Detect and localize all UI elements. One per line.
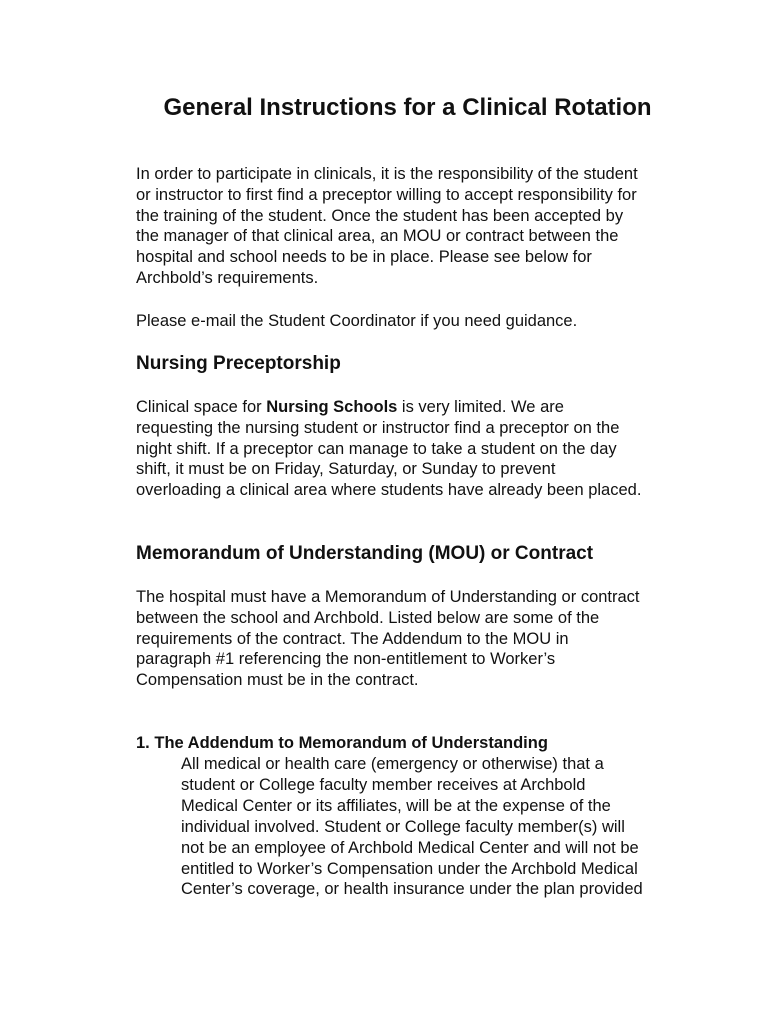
mou-line: paragraph #1 referencing the non-entitlement to Worker’s [136, 650, 556, 669]
intro-line: the manager of that clinical area, an MOU or contract between the [136, 227, 619, 246]
list-item-1-number: 1. [136, 734, 150, 752]
intro-line: or instructor to first find a preceptor willing to accept responsibility for [136, 185, 637, 204]
email-note: Please e-mail the Student Coordinator if you need guidance. [136, 312, 578, 330]
list-item-line: All medical or health care (emergency or otherwise) that a [181, 755, 604, 773]
list-item-line: individual involved. Student or College faculty member(s) will [181, 817, 625, 836]
nursing-line-1-before: Clinical space for [136, 398, 267, 416]
mou-line: requirements of the contract. The Addendum to the MOU in [136, 629, 569, 648]
intro-line: Archbold’s requirements. [136, 268, 319, 287]
mou-line: between the school and Archbold. Listed below are some of the [136, 608, 600, 627]
list-item-1-heading: The Addendum to Memorandum of Understanding [154, 734, 548, 752]
mou-heading: Memorandum of Understanding (MOU) or Contract [136, 543, 594, 564]
list-item-line: entitled to Worker’s Compensation under the Archbold Medical [181, 859, 638, 878]
intro-line: hospital and school needs to be in place. Please see below for [136, 248, 592, 267]
nursing-schools-bold: Nursing Schools [266, 398, 398, 416]
mou-line: The hospital must have a Memorandum of Understanding or contract [136, 588, 640, 606]
nursing-line: shift, it must be on Friday, Saturday, or Sunday to prevent [136, 460, 556, 479]
nursing-line: requesting the nursing student or instructor find a preceptor on the [136, 418, 620, 437]
list-item-line: not be an employee of Archbold Medical Center and will not be [181, 838, 639, 857]
intro-line: In order to participate in clinicals, it is the responsibility of the student [136, 165, 638, 183]
intro-line: the training of the student. Once the student has been accepted by [136, 206, 624, 225]
intro-paragraph [136, 164, 696, 289]
page-title: General Instructions for a Clinical Rotation [163, 94, 652, 121]
mou-line: Compensation must be in the contract. [136, 671, 419, 690]
nursing-line: overloading a clinical area where students have already been placed. [136, 481, 642, 500]
list-item-line: Center’s coverage, or health insurance under the plan provided [181, 880, 643, 899]
list-item-1-title [136, 733, 548, 754]
nursing-line: night shift. If a preceptor can manage to take a student on the day [136, 439, 617, 458]
nursing-line-1 [136, 397, 696, 418]
list-item-line: student or College faculty member receives at Archbold [181, 775, 586, 794]
mou-paragraph [136, 587, 696, 691]
nursing-heading: Nursing Preceptorship [136, 353, 341, 374]
list-item-line: Medical Center or its affiliates, will be at the expense of the [181, 796, 611, 815]
nursing-line-1-after: is very limited. We are [397, 398, 564, 416]
nursing-paragraph [136, 397, 696, 501]
list-item-1-body [181, 754, 643, 900]
